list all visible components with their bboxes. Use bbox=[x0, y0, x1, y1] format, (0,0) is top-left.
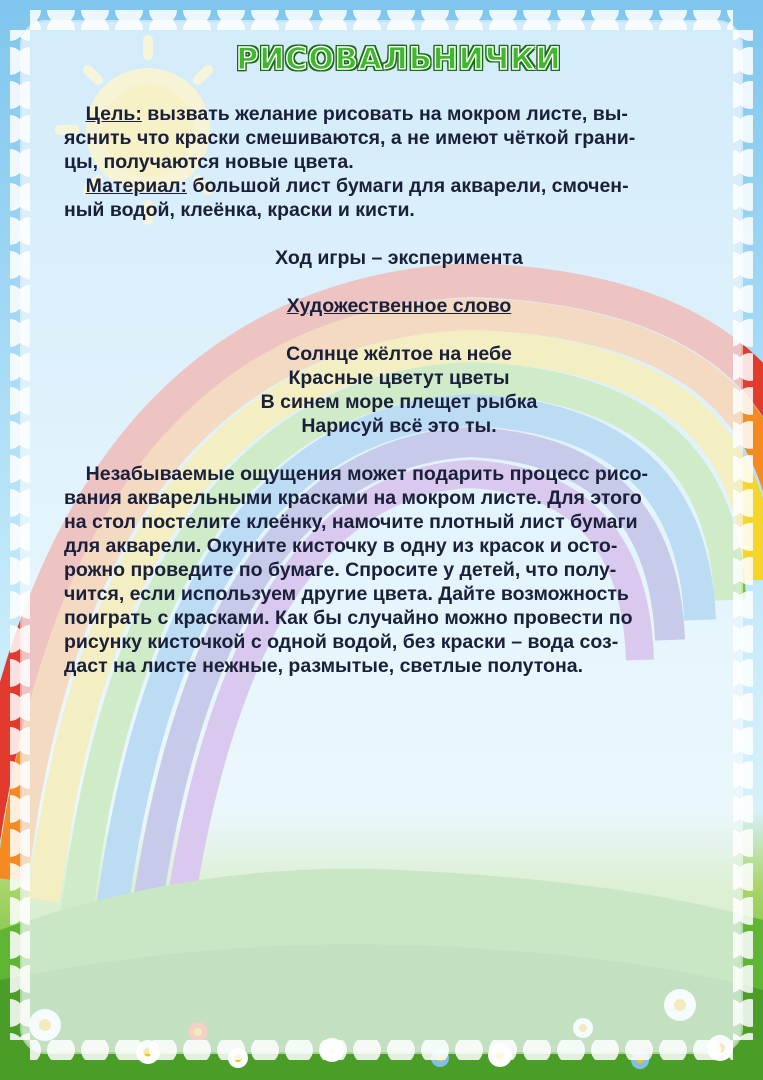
poem-line: Нарисуй всё это ты. bbox=[301, 415, 497, 437]
game-heading: Ход игры – эксперимента bbox=[275, 247, 523, 269]
art-heading: Художественное слово bbox=[286, 295, 512, 317]
body-line: рисунку кисточкой с одной водой, без краски – вода соз- bbox=[64, 631, 619, 653]
body-line: даст на листе нежные, размытые, светлые полутона. bbox=[64, 655, 583, 677]
body-line: на стол постелите клеёнку, намочите плотный лист бумаги bbox=[64, 511, 638, 533]
poem-line: В синем море плещет рыбка bbox=[260, 391, 538, 413]
body-line: вания акварельными красками на мокром листе. Для этого bbox=[64, 487, 642, 509]
body-line: поиграть с красками. Как бы случайно можно провести по bbox=[64, 607, 633, 629]
material-paragraph bbox=[64, 174, 734, 222]
goal-label: Цель: bbox=[85, 103, 142, 125]
body-line: для акварели. Окуните кисточку в одну из красок и осто- bbox=[64, 535, 618, 557]
document-content bbox=[64, 42, 734, 678]
poem-line: Солнце жёлтое на небе bbox=[286, 343, 512, 365]
body-line: рожно проведите по бумаге. Спросите у детей, что полу- bbox=[64, 559, 617, 581]
material-line-2: ный водой, клеёнка, краски и кисти. bbox=[64, 199, 415, 221]
page-title: РИСОВАЛЬНИЧКИ bbox=[236, 42, 562, 77]
goal-line-2: яснить что краски смешиваются, а не имеют чёткой грани- bbox=[64, 127, 636, 149]
poem-line: Красные цветут цветы bbox=[288, 367, 510, 389]
body-line: чится, если используем другие цвета. Дайте возможность bbox=[64, 583, 629, 605]
body-paragraph bbox=[64, 462, 734, 678]
goal-paragraph bbox=[64, 102, 734, 174]
goal-line-3: цы, получаются новые цвета. bbox=[64, 151, 354, 173]
poem bbox=[64, 342, 734, 438]
material-line-1: большой лист бумаги для акварели, смочен- bbox=[192, 175, 629, 197]
goal-line-1: вызвать желание рисовать на мокром листе, вы- bbox=[147, 103, 628, 125]
body-line: Незабываемые ощущения может подарить процесс рисо- bbox=[85, 463, 649, 485]
material-label: Материал: bbox=[85, 175, 188, 197]
